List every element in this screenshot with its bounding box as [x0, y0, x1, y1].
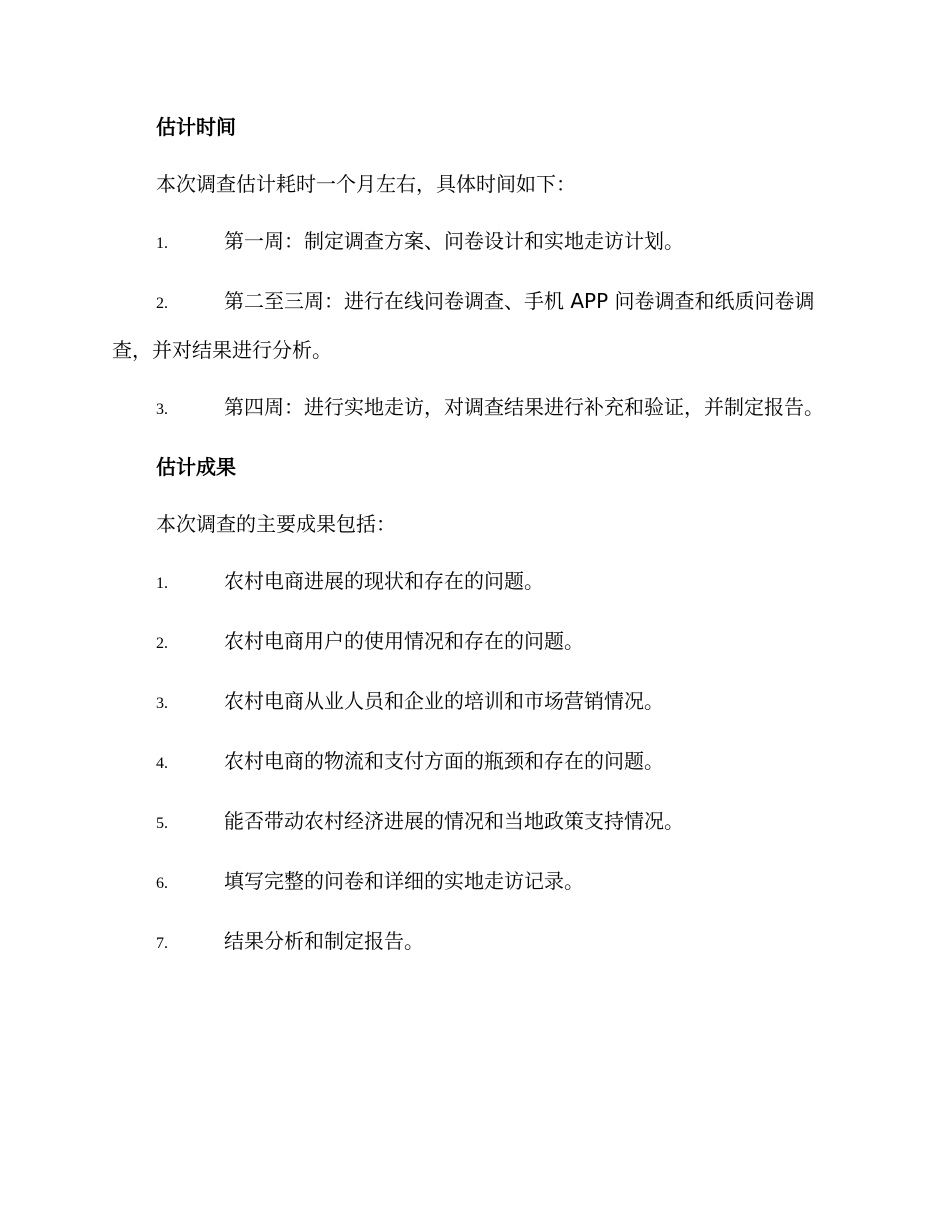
list-text: 农村电商进展的现状和存在的问题。	[224, 569, 544, 593]
list-text: 结果分析和制定报告。	[224, 929, 424, 953]
list-number: 1.	[156, 235, 168, 252]
section-intro-results: 本次调查的主要成果包括：	[156, 512, 396, 536]
list-item	[112, 618, 834, 667]
list-text: 农村电商用户的使用情况和存在的问题。	[224, 629, 584, 653]
list-item	[112, 858, 834, 907]
list-number: 1.	[156, 575, 168, 592]
list-number: 6.	[156, 875, 168, 892]
list-item	[112, 278, 834, 373]
list-number: 7.	[156, 935, 168, 952]
list-item	[112, 738, 834, 787]
list-number: 4.	[156, 755, 168, 772]
schedule-list	[112, 218, 834, 433]
list-text: 填写完整的问卷和详细的实地走访记录。	[224, 869, 584, 893]
list-item	[112, 918, 834, 967]
list-text: 第二至三周：进行在线问卷调查、手机 APP 问卷调查和纸质问卷调查，并对结果进行分析。	[112, 289, 815, 362]
list-text: 第四周：进行实地走访，对调查结果进行补充和验证，并制定报告。	[224, 395, 824, 419]
list-number: 3.	[156, 401, 168, 418]
list-item	[112, 558, 834, 607]
list-number: 3.	[156, 695, 168, 712]
list-item	[112, 678, 834, 727]
section-heading-time: 估计时间	[156, 115, 236, 139]
section-intro-time: 本次调查估计耗时一个月左右，具体时间如下：	[156, 172, 576, 196]
document-content	[112, 104, 834, 978]
list-text: 第一周：制定调查方案、问卷设计和实地走访计划。	[224, 229, 684, 253]
list-number: 2.	[156, 635, 168, 652]
results-list	[112, 558, 834, 967]
list-number: 5.	[156, 815, 168, 832]
list-text: 能否带动农村经济进展的情况和当地政策支持情况。	[224, 809, 684, 833]
section-heading-results: 估计成果	[156, 455, 236, 479]
list-text: 农村电商的物流和支付方面的瓶颈和存在的问题。	[224, 749, 664, 773]
list-item	[112, 218, 834, 267]
list-item	[112, 798, 834, 847]
list-text: 农村电商从业人员和企业的培训和市场营销情况。	[224, 689, 664, 713]
list-number: 2.	[156, 295, 168, 312]
list-item	[112, 384, 834, 433]
